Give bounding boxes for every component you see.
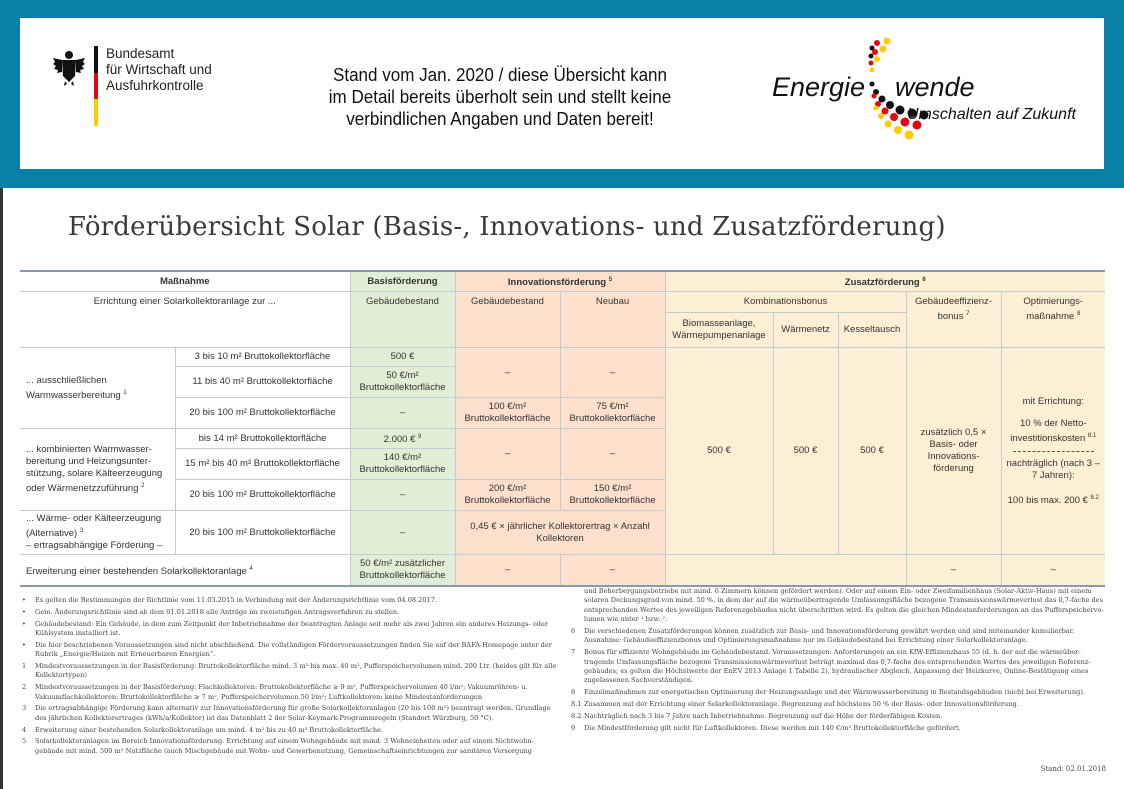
row-innov-ertrag-value: 0,45 € × jährlicher Kollektorertrag × Anzahl Kollektoren xyxy=(455,511,665,555)
header-innov-neubau: Neubau xyxy=(560,292,665,348)
footnote-key: 8 xyxy=(571,688,576,697)
footnote-text: Die ertragsabhängige Förderung kann alternativ zur Innovationsförderung für große Solarkollektoranlagen (20 bis 100 m²) beantragt werden. Grundlage des jährlichen Kollektorertrages (kWh/a/Kollektor) ist das Datenblatt 2 der Solar-Keymark-Programmregeln (Standort Würzburg, 50 °C). xyxy=(35,704,551,722)
footnote-text: Einzelmaßnahmen zur energetischen Optimierung der Heizungsanlage und der Warmwasserbereitung in Bestandsgebäuden (nicht bei Erweiterung). xyxy=(584,688,1086,697)
footnote-key: 8.1 xyxy=(571,700,582,709)
group-label-line-2-text: (Alternative) xyxy=(26,528,78,540)
row-innov-neubau-value: 75 €/m² Bruttokollektorfläche xyxy=(560,398,665,429)
group-label: ... kombinierten Warmwasser- bereitung und Heizungsunter- stützung, solare Kälteerzeugung oder Wärmenetzzuführung xyxy=(26,444,163,495)
footnote-key: 2 xyxy=(22,683,27,692)
row-innov-bestand-value: – xyxy=(455,348,560,398)
row-erweiterung xyxy=(20,555,350,586)
dashed-divider xyxy=(1013,451,1095,452)
footnote-ref: 8.2 xyxy=(1090,494,1099,501)
footnote-ref: 8 xyxy=(1076,311,1081,318)
group-label: ... ausschließlichen Warmwasserbereitung xyxy=(26,374,121,401)
footnote xyxy=(571,688,1111,697)
footnote-key: 9 xyxy=(571,723,576,732)
group-ertragsabhaengig xyxy=(20,511,175,555)
footnote-text: Die hier beschriebenen Voraussetzungen sind nicht abschließend. Die vollständigen Fördervoraussetzungen finden Sie auf der BAFA-Homepage unter der Rubrik „Energie/Heizen mit Erneuerbaren Energien“. xyxy=(35,640,552,659)
footnote-text: Gebäudebestand: Ein Gebäude, in dem zum Zeitpunkt der Inbetriebnahme der beantragten Anlage seit mehr als zwei Jahren ein anderes Heizungs- oder Kühlsystem installiert ist. xyxy=(35,619,549,637)
row-innov-neubau-value: – xyxy=(560,348,665,398)
optimierung-amount xyxy=(1005,492,1103,507)
erweiterung-effizienz-value: – xyxy=(906,555,1001,586)
header-optimierungsmassnahme xyxy=(1001,292,1105,348)
bafa-line-3: Ausfuhrkontrolle xyxy=(106,78,204,93)
funding-overview-table xyxy=(20,270,1105,587)
footnote xyxy=(22,683,557,702)
row-basis-text: 2.000 € xyxy=(383,434,416,446)
footnote-key: • xyxy=(22,619,26,628)
notice-line-3: verbindlichen Angaben und Daten bereit! xyxy=(346,108,654,129)
header-innovationsfoerderung-label: Innovationsförderung xyxy=(507,277,607,289)
footnote-ref: 2 xyxy=(141,483,145,490)
row-size: 15 m² bis 40 m² Bruttokollektorfläche xyxy=(175,449,350,480)
header-innovationsfoerderung xyxy=(455,271,665,292)
row-innov-bestand-value: 100 €/m² Bruttokollektorfläche xyxy=(455,398,560,429)
footnote-key: 4 xyxy=(22,725,27,734)
erweiterung-optimierung-value: – xyxy=(1001,555,1105,586)
footnote-ref: 3 xyxy=(79,528,84,535)
footnote-key: • xyxy=(22,607,26,616)
footnote-text: und Beherbergungsbetriebe mit mind. 6 Zimmern können gefördert werden). Oder auf einem Ein- oder Zweifamilienhaus (Solar-Aktiv-Haus) mit einem solaren Deckungsgrad von mind. 50 %, in dem der auf die wärmeübertragende Umfassungsfläche bezogene Transmissionswärmeverlust das 0,7-fache des entsprechenden Wertes des jeweiligen Referenzgebäudes nicht überschritten wird. Es gelten die gleichen Mindestanforderungen an das Pufferspeichervo- lumen wie unter ¹ bzw. ². xyxy=(584,587,1104,624)
footnote-key: 1 xyxy=(22,662,27,670)
energiewende-word-wende: wende xyxy=(895,72,975,102)
header-basis-gebaeudebestand: Gebäudebestand xyxy=(350,292,455,348)
footnote-text: Es gelten die Bestimmungen der Richtlinie vom 11.03.2015 in Verbindung mit der Änderungsrichtlinie vom 04.08.2017. xyxy=(35,596,438,604)
header-optimierung-label: Optimierungs- maßnahme xyxy=(1023,296,1084,323)
footnote-key: 3 xyxy=(22,704,27,713)
footnote xyxy=(22,608,557,617)
row-basis-value: 140 €/m² Bruttokollektorfläche xyxy=(350,449,455,480)
row-size: 11 bis 40 m² Bruttokollektorfläche xyxy=(175,367,350,398)
footnote-ref: 5 xyxy=(608,277,613,283)
footnote xyxy=(22,704,557,723)
row-size: 3 bis 10 m² Bruttokollektorfläche xyxy=(175,348,350,367)
german-flag-bar xyxy=(94,46,98,126)
group-label-line-1: ... Wärme- oder Kälteerzeugung xyxy=(26,513,162,525)
bafa-name xyxy=(106,46,212,126)
footnote xyxy=(22,620,557,639)
kombi-kesseltausch-value: 500 € xyxy=(838,348,906,555)
effizienzbonus-value: zusätzlich 0,5 × Basis- oder Innovations- förderung xyxy=(906,348,1001,555)
kombi-biomasse-value: 500 € xyxy=(665,348,773,555)
footnote-text: Solarkollektoranlagen im Bereich Innovationsförderung. Errichtung auf einem Wohngebäude mit mind. 3 Wohneinheiten oder auf einem Nichtwohn- gebäude mit mind. 500 m² Nutzfläche (auch Mischgebäude mit Wohn- und Gewerbenutzung, Gemeinschaftseinrichtungen zur sanitären Versorgung xyxy=(35,737,534,755)
row-size: bis 14 m² Bruttokollektorfläche xyxy=(175,429,350,449)
bafa-logo xyxy=(52,46,212,126)
header-zusatzfoerderung xyxy=(665,271,1105,292)
footnote xyxy=(22,662,557,681)
footnote xyxy=(22,641,557,660)
header-effizienz-label: Gebäudeeffizienz- bonus xyxy=(915,296,992,323)
row-innov-bestand-value: 200 €/m² Bruttokollektorfläche xyxy=(455,480,560,511)
federal-eagle-icon xyxy=(52,48,86,88)
footnote-text: Nachträglich nach 3 bis 7 Jahre nach Inbetriebnahme. Begrenzung auf die Höhe der förderfähigen Kosten. xyxy=(584,711,943,720)
header-kesseltausch: Kesseltausch xyxy=(838,312,906,347)
header-gebaeudeeffizienzbonus xyxy=(906,292,1001,348)
footnote xyxy=(571,627,1111,646)
footnote-key: • xyxy=(22,640,26,649)
footnotes-left xyxy=(22,596,557,759)
footnote xyxy=(571,700,1111,709)
row-basis-value: 500 € xyxy=(350,348,455,367)
optimierung-with-construction: mit Errichtung: xyxy=(1022,395,1084,407)
footnote-ref: 6 xyxy=(922,277,926,283)
header-innov-gebaeudebestand: Gebäudebestand xyxy=(455,292,560,348)
row-size: 20 bis 100 m² Bruttokollektorfläche xyxy=(175,511,350,555)
group-label-line-3: – ertragsabhängige Förderung – xyxy=(26,540,163,552)
group-label-line-2 xyxy=(26,525,172,540)
group-warmwasser xyxy=(20,348,175,429)
footnote-text: Mindestvoraussetzungen in der Basisförderung: Bruttokollektorfläche mind. 3 m² bis max. 40 m², Pufferspeichervolumen mind. 200 Ltr. (beides gilt für alle Kollektortypen) xyxy=(35,662,557,680)
footnote xyxy=(571,648,1111,686)
footnote-text: Mindestvoraussetzungen in der Basisförderung: Flachkollektoren: Bruttokollektorfläche ≥ 9 m², Pufferspeichervolumen 40 l/m²; Vakuumröhren- u. Vakuumflachkollektoren: Bruttokollektorfläche ≥ 7 m², Pufferspeichervolumen 50 l/m²; Luftkollektoren: keine Mindestanforderungen xyxy=(35,683,528,701)
erweiterung-innov-neubau-value: – xyxy=(560,555,665,586)
row-size: 20 bis 100 m² Bruttokollektorfläche xyxy=(175,398,350,429)
header-kombinationsbonus: Kombinationsbonus xyxy=(665,292,906,313)
footnote xyxy=(571,712,1111,721)
header-biomasse: Biomasseanlage, Wärmepumpenanlage xyxy=(665,312,773,347)
row-innov-neubau-value: – xyxy=(560,429,665,480)
erweiterung-innov-bestand-value: – xyxy=(455,555,560,586)
header-massnahme: Maßnahme xyxy=(20,271,350,292)
group-kombiniert xyxy=(20,429,175,511)
footnote-ref: 1 xyxy=(123,389,127,396)
footnote-text: Erweiterung einer bestehenden Solarkollektoranlage um mind. 4 m² bis zu 40 m² Bruttokollektorfläche. xyxy=(35,725,384,734)
bafa-line-1: Bundesamt xyxy=(106,46,175,61)
erweiterung-basis-value: 50 €/m² zusätzlicher Bruttokollektorfläche xyxy=(350,555,455,586)
row-basis-value: – xyxy=(350,480,455,511)
row-basis-value: – xyxy=(350,511,455,555)
header-basisfoerderung: Basisförderung xyxy=(350,271,455,292)
row-innov-neubau-value: 150 €/m² Bruttokollektorfläche xyxy=(560,480,665,511)
footnote xyxy=(22,737,557,756)
notice-line-2: im Detail bereits überholt sein und stellt keine xyxy=(328,86,672,107)
erweiterung-label: Erweiterung einer bestehenden Solarkollektoranlage xyxy=(26,565,247,577)
optimierung-amount-text: 100 bis max. 200 € xyxy=(1007,494,1088,506)
page-title: Förderübersicht Solar (Basis-, Innovations- und Zusatzförderung) xyxy=(68,212,946,242)
optimierung-retroactive: nachträglich (nach 3 – 7 Jahren): xyxy=(1006,457,1100,481)
row-innov-bestand-value: – xyxy=(455,429,560,480)
row-basis-value: – xyxy=(350,398,455,429)
optimierung-percent xyxy=(1005,418,1103,445)
footnote xyxy=(571,587,1111,625)
document-date: Stand: 02.01.2018 xyxy=(1040,765,1106,773)
footnote-ref: 7 xyxy=(966,311,970,318)
footnote-key: 6 xyxy=(571,627,576,636)
bafa-line-2: für Wirtschaft und xyxy=(106,62,212,77)
optimierung-percent-text: 10 % der Netto- investitionskosten xyxy=(1010,417,1087,444)
footnote-text: Bonus für effiziente Wohngebäude im Gebäudebestand. Voraussetzungen: Anforderungen an ein KfW-Effizienzhaus 55 (d. h. der auf die wärmeüber- tragende Umfassungsfläche bezogene Transmissionswärmeverlust beträgt maximal das 0,7-fache des entsprechenden Wertes des jeweiligen Referenz- gebäudes; es gelten die Höchstwerte der EnEV 2013 Anlage 1 Tabelle 2), hydraulischer Abgleich, Anpassung der Heizkurve, Online-Bestätigung eines zugelassenen Sachverständigen. xyxy=(584,648,1091,685)
footnote-key xyxy=(571,587,584,625)
header-errichtung: Errichtung einer Solarkollektoranlage zur ... xyxy=(20,292,350,348)
kombi-waermenetz-value: 500 € xyxy=(773,348,838,555)
footnote-ref: 8.1 xyxy=(1087,432,1097,439)
footnote-text: Gem. Änderungsrichtlinie sind ab dem 01.01.2018 alle Anträge im zweistufigen Antragsverfahren zu stellen. xyxy=(35,607,400,616)
row-basis-value xyxy=(350,429,455,449)
row-basis-value: 50 €/m² Bruttokollektorfläche xyxy=(350,367,455,398)
footnote-key: 7 xyxy=(571,648,576,657)
footnote xyxy=(22,726,557,735)
energiewende-tagline: Umschalten auf Zukunft xyxy=(907,106,1076,123)
energiewende-word-energie: Energie xyxy=(772,72,866,102)
row-size: 20 bis 100 m² Bruttokollektorfläche xyxy=(175,480,350,511)
footnote-key: 8.2 xyxy=(571,711,582,720)
header-waermenetz: Wärmenetz xyxy=(773,312,838,347)
footnote-text: Die verschiedenen Zusatzförderungen können zusätzlich zur Basis- und Innovationsförderung gewährt werden und sind miteinander kumulierbar. Ausnahme: Gebäudeeffizienzbonus und Optimierungsmaßnahme nur im Gebäudebestand bei Errichtung einer Solarkollektoranlage. xyxy=(584,627,1075,645)
footnote-text: Die Mindestförderung gilt nicht für Luftkollektoren. Diese werden mit 140 €/m² Bruttokollektorfläche gefördert. xyxy=(584,723,961,732)
optimierung-value xyxy=(1001,348,1105,555)
energiewende-logo xyxy=(772,36,1102,166)
header-zusatzfoerderung-label: Zusatzförderung xyxy=(844,277,920,289)
erweiterung-kombi-empty xyxy=(665,555,906,586)
footnotes-right xyxy=(571,587,1111,735)
notice-line-1: Stand vom Jan. 2020 / diese Übersicht kann xyxy=(333,64,667,85)
footnote-ref: 4 xyxy=(249,565,253,572)
footnote-key: 5 xyxy=(22,737,27,746)
footnote-ref: 9 xyxy=(418,434,422,441)
footnote-text: Zusammen mit der Errichtung einer Solarkollektoranlage. Begrenzung auf höchstens 50 % der Basis- oder Innovationsförderung. xyxy=(584,700,1019,709)
footnote-key: • xyxy=(22,596,26,604)
footnote xyxy=(22,596,557,605)
disclaimer-notice xyxy=(316,64,684,130)
footnote xyxy=(571,724,1111,733)
